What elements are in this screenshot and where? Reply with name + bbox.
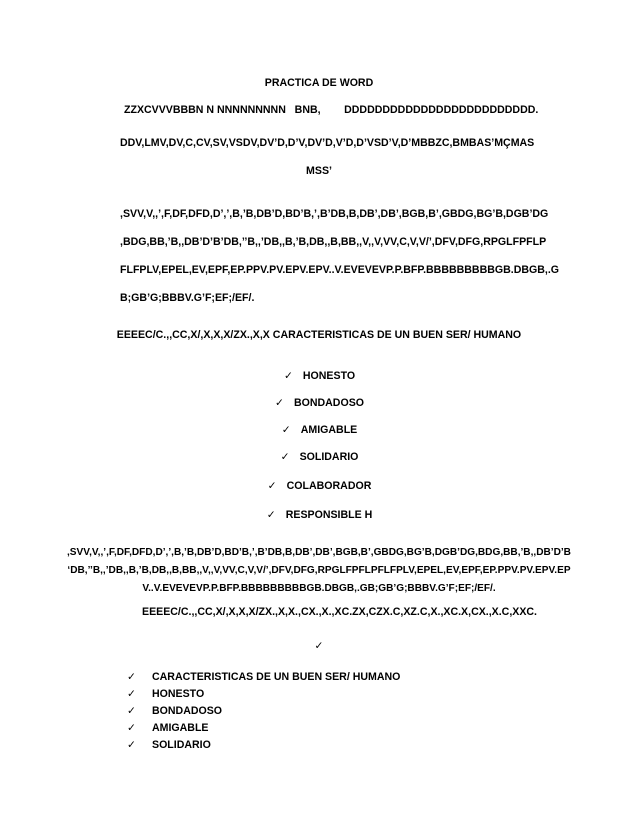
checklist-item-empty bbox=[0, 640, 638, 652]
checkmark-icon: ✓ bbox=[275, 397, 284, 409]
checklist-item-label: SOLIDARIO bbox=[299, 451, 359, 463]
list-item-label: SOLIDARIO bbox=[152, 739, 211, 751]
text-line: ‘DB,’’B,,’DB,,B,’B,DB,,B,BB,,V,,V,VV,C,V,V/’,DFV,DFG,RPGLFPFLPFLFPLV,EPEL,EV,EPF,EP.PPV.PV.EPV.EP bbox=[67, 565, 571, 576]
list-item-label: BONDADOSO bbox=[152, 705, 223, 717]
text-line: ,BDG,BB,’B,,DB’D’B’DB,’’B,,’DB,,B,’B,DB,,B,BB,,V,,V,VV,C,V,V/’,DFV,DFG,RPGLFPFLP bbox=[120, 236, 547, 248]
text-line: V..V.EVEVEVP.P.BFP.BBBBBBBBBGB.DBGB,.GB;GB’G;BBBV.G’F;EF;/EF/. bbox=[142, 583, 496, 594]
checklist-item-label: BONDADOSO bbox=[293, 397, 365, 409]
checklist-item bbox=[0, 370, 638, 382]
checkmark-icon: ✓ bbox=[127, 722, 136, 734]
checkmark-icon: ✓ bbox=[127, 705, 136, 717]
text-line: ,SVV,V,,’,F,DF,DFD,D’,’,B,’B,DB’D,BD’B,’,B’DB,B,DB’,DB’,BGB,B’,GBDG,BG’B,DGB’DG,BDG,BB,’B,,DB’D’B bbox=[67, 547, 571, 558]
list-item-label: AMIGABLE bbox=[152, 722, 209, 734]
list-item bbox=[126, 688, 204, 700]
text-line: DDV,LMV,DV,C,CV,SV,VSDV,DV’D,D’V,DV’D,V’D,D’VSD’V,D’MBBZC,BMBAS’MÇMAS bbox=[120, 137, 535, 149]
checkmark-icon: ✓ bbox=[314, 640, 324, 652]
checkmark-icon: ✓ bbox=[127, 688, 136, 700]
list-item bbox=[126, 705, 222, 717]
checkmark-icon: ✓ bbox=[127, 671, 136, 683]
text-line: ,SVV,V,,’,F,DF,DFD,D’,’,B,’B,DB’D,BD’B,’,B’DB,B,DB’,DB’,BGB,B’,GBDG,BG’B,DGB’DG bbox=[120, 208, 549, 220]
checklist-item bbox=[0, 509, 638, 521]
checkmark-icon: ✓ bbox=[283, 370, 293, 382]
text-line: FLFPLV,EPEL,EV,EPF,EP.PPV.PV.EPV.EPV..V.EVEVEVP.P.BFP.BBBBBBBBBGB.DBGB,.G bbox=[120, 264, 560, 276]
checklist-item-label: RESPONSIBLE H bbox=[285, 509, 373, 521]
checklist-item bbox=[0, 424, 638, 436]
document-title: PRACTICA DE WORD bbox=[264, 77, 374, 89]
checklist-item bbox=[0, 480, 638, 492]
list-item bbox=[126, 722, 209, 734]
checkmark-icon: ✓ bbox=[267, 480, 277, 492]
checkmark-icon: ✓ bbox=[280, 451, 290, 463]
checkmark-icon: ✓ bbox=[127, 739, 136, 751]
checkmark-icon: ✓ bbox=[281, 424, 291, 436]
list-item-label: CARACTERISTICAS DE UN BUEN SER/ HUMANO bbox=[152, 671, 401, 683]
checklist-item bbox=[0, 397, 638, 409]
checklist-item bbox=[0, 451, 638, 463]
section-heading: EEEEC/C.,,CC,X/,X,X,X/ZX.,X,X CARACTERISTICAS DE UN BUEN SER/ HUMANO bbox=[116, 329, 522, 341]
checklist-item-label: HONESTO bbox=[302, 370, 356, 382]
text-line: ZZXCVVVBBBN N NNNNNNNNN BNB, DDDDDDDDDDDDDDDDDDDDDDDDD. bbox=[124, 104, 539, 116]
text-line: B;GB’G;BBBV.G’F;EF;/EF/. bbox=[120, 292, 255, 304]
list-item bbox=[126, 739, 211, 751]
checklist-item-label: COLABORADOR bbox=[286, 480, 372, 492]
list-item bbox=[126, 671, 400, 683]
text-line: MSS’ bbox=[306, 165, 332, 177]
list-item-label: HONESTO bbox=[152, 688, 205, 700]
checkmark-icon: ✓ bbox=[266, 509, 276, 521]
checklist-item-label: AMIGABLE bbox=[300, 424, 358, 436]
text-line: EEEEC/C.,,CC,X/,X,X,X/ZX.,X,X.,CX.,X.,XC.ZX,CZX.C,XZ.C,X.,XC.X,CX.,X.C,XXC. bbox=[142, 606, 537, 618]
